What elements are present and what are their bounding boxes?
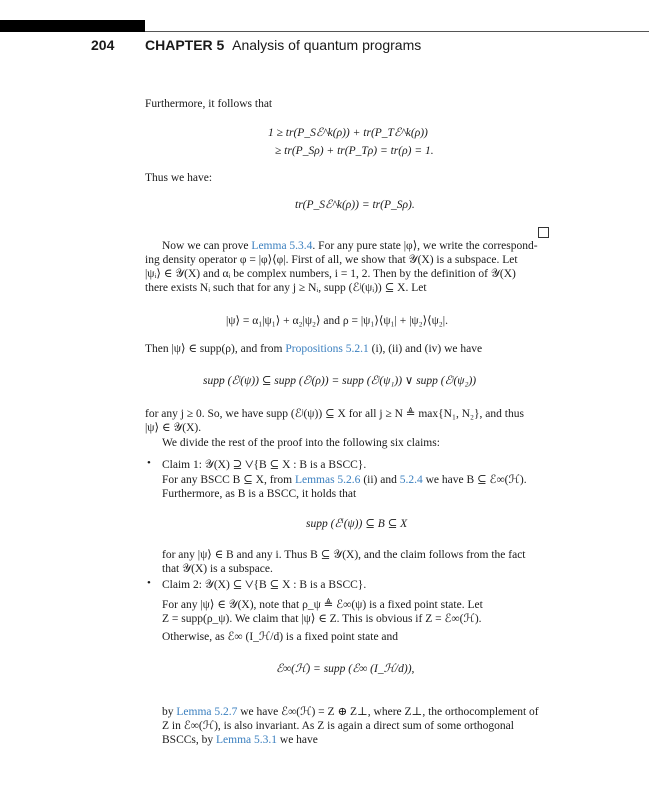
equation-line: supp (ℰʲ(ψ)) ⊆ supp (ℰʲ(ρ)) = supp (ℰʲ(ψ₁)) ∨ supp (ℰʲ(ψ₂)): [203, 375, 477, 387]
bullet-marker: •: [147, 577, 151, 589]
equation-line: ℰ∞(ℋ) = supp (ℰ∞ (I_ℋ/d)),: [276, 663, 415, 675]
text-line: Furthermore, it follows that: [145, 98, 273, 110]
equation-line: |ψ⟩ = α₁|ψ₁⟩ + α₂|ψ₂⟩ and ρ = |ψ₁⟩⟨ψ₁| + |ψ₂⟩⟨ψ₂|.: [226, 315, 448, 327]
claim-line: for any |ψ⟩ ∈ B and any i. Thus B ⊆ 𝒴(X), and the claim follows from the fact: [162, 549, 526, 561]
claim-line: Z = supp(ρ_ψ). We claim that |ψ⟩ ∈ Z. This is obvious if Z = ℰ∞(ℋ).: [162, 613, 482, 625]
paragraph-line: there exists Nᵢ such that for any j ≥ Nᵢ, supp (ℰʲ(ψᵢ)) ⊆ X. Let: [145, 282, 427, 294]
paragraph-line: for any j ≥ 0. So, we have supp (ℰʲ(ψ)) ⊆ X for all j ≥ N ≜ max{N₁, N₂}, and thus: [145, 408, 524, 420]
paragraph-line: Now we can prove Lemma 5.3.4. For any pure state |φ⟩, we write the correspond-: [162, 240, 538, 252]
equation-line: tr(P_Sℰ^k(ρ)) = tr(P_Sρ).: [295, 199, 415, 211]
header-rule: [145, 31, 649, 32]
lemma-link[interactable]: Lemma 5.3.4: [251, 240, 313, 252]
claim-line: by Lemma 5.2.7 we have ℰ∞(ℋ) = Z ⊕ Z⊥, where Z⊥, the orthocomplement of: [162, 706, 539, 718]
claim-line: Otherwise, as ℰ∞ (I_ℋ/d) is a fixed point state and: [162, 631, 399, 643]
paragraph-line: ing density operator φ = |φ⟩⟨φ|. First of all, we show that 𝒴(X) is a subspace. Let: [145, 254, 518, 266]
claim-line: Furthermore, as B is a BSCC, it holds that: [162, 488, 357, 500]
claim-line: BSCCs, by Lemma 5.3.1 we have: [162, 734, 318, 746]
claim-heading: Claim 2: 𝒴(X) ⊆ ⋁{B ⊆ X : B is a BSCC}.: [162, 579, 367, 591]
paragraph-line: |ψᵢ⟩ ∈ 𝒴(X) and αᵢ be complex numbers, i = 1, 2. Then by the definition of 𝒴(X): [145, 268, 516, 280]
page-number: 204: [91, 37, 115, 53]
equation-line: ≥ tr(P_Sρ) + tr(P_Tρ) = tr(ρ) = 1.: [275, 145, 434, 157]
lemma-link[interactable]: 5.2.4: [399, 474, 423, 486]
bullet-marker: •: [147, 457, 151, 469]
lemma-link[interactable]: Lemma 5.2.7: [176, 706, 238, 718]
qed-symbol: [538, 227, 549, 238]
proposition-link[interactable]: Propositions 5.2.1: [285, 343, 369, 355]
claim-line: For any BSCC B ⊆ X, from Lemmas 5.2.6 (ii) and 5.2.4 we have B ⊆ ℰ∞(ℋ).: [162, 474, 527, 486]
paragraph-line: We divide the rest of the proof into the following six claims:: [162, 437, 440, 449]
lemma-link[interactable]: Lemma 5.3.1: [216, 734, 278, 746]
claim-heading: Claim 1: 𝒴(X) ⊇ ⋁{B ⊆ X : B is a BSCC}.: [162, 459, 367, 471]
lemma-link[interactable]: Lemmas 5.2.6: [294, 474, 361, 486]
equation-line: 1 ≥ tr(P_Sℰ^k(ρ)) + tr(P_Tℰ^k(ρ)): [268, 127, 428, 139]
text-line: Thus we have:: [145, 172, 213, 184]
chapter-label: CHAPTER 5: [145, 37, 225, 53]
paragraph-line: Then |ψ⟩ ∈ supp(ρ), and from Propositions 5.2.1 (i), (ii) and (iv) we have: [145, 343, 483, 355]
header-black-bar: [0, 20, 145, 32]
equation-line: supp (ℰⁱ(ψ)) ⊆ B ⊆ X: [306, 518, 408, 530]
claim-line: For any |ψ⟩ ∈ 𝒴(X), note that ρ_ψ ≜ ℰ∞(ψ) is a fixed point state. Let: [162, 599, 483, 611]
paragraph-line: |ψ⟩ ∈ 𝒴(X).: [145, 422, 202, 434]
claim-line: Z in ℰ∞(ℋ), is also invariant. As Z is again a direct sum of some orthogonal: [162, 720, 514, 732]
chapter-heading: [145, 37, 421, 53]
chapter-title: Analysis of quantum programs: [232, 37, 422, 53]
claim-line: that 𝒴(X) is a subspace.: [162, 563, 273, 575]
